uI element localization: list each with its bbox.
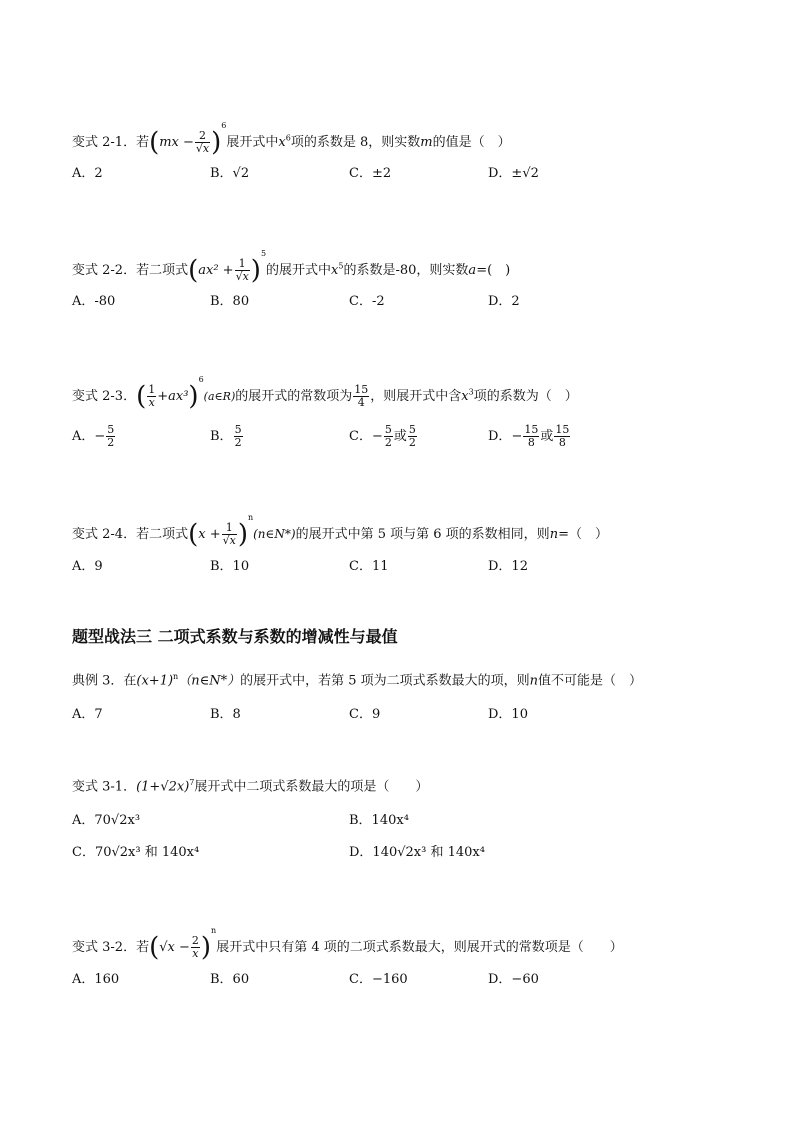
option-b[interactable]: B．80 bbox=[210, 294, 250, 309]
option-b[interactable]: B．140x⁴ bbox=[349, 813, 409, 828]
option-c[interactable]: C．11 bbox=[349, 559, 389, 574]
fraction: $\frac{1}{√x}$ bbox=[235, 257, 249, 283]
options-2-2 bbox=[72, 292, 712, 312]
question-2-2: 变式 2-2．若二项式(ax² + $\frac{1}{√x}$ )$^5$的展开式中$x^5$的系数是-80，则实数a=( ) bbox=[72, 249, 511, 286]
question-2-1: 变式 2-1．若(mx − $\frac{2}{√x}$ )$^6$展开式中$x^6$项的系数是 8，则实数m的值是（ ） bbox=[72, 121, 511, 158]
option-a[interactable]: A．160 bbox=[72, 972, 120, 987]
option-d[interactable]: D．±√2 bbox=[488, 166, 539, 181]
option-a[interactable]: A．70√2x³ bbox=[72, 813, 141, 828]
option-a[interactable]: A．− $\frac{5}{2}$ bbox=[72, 423, 115, 449]
option-a[interactable]: A．-80 bbox=[72, 294, 116, 309]
option-c[interactable]: C．− $\frac{5}{2}$ 或 $\frac{5}{2}$ bbox=[349, 423, 416, 449]
question-prefix: 变式 2-1．若 bbox=[72, 135, 150, 150]
option-d[interactable]: D．10 bbox=[488, 707, 528, 722]
options-3-2 bbox=[72, 970, 712, 990]
section-heading: 题型战法三 二项式系数与系数的增减性与最值 bbox=[72, 627, 398, 646]
options-2-4 bbox=[72, 557, 712, 577]
option-b[interactable]: B．10 bbox=[210, 559, 250, 574]
option-c[interactable]: C．-2 bbox=[349, 294, 385, 309]
option-c[interactable]: C．9 bbox=[349, 707, 381, 722]
options-ex3 bbox=[72, 705, 712, 725]
question-2-4: 变式 2-4．若二项式(x + $\frac{1}{√x}$ )$^n$(n∈N*)的展开式中第 5 项与第 6 项的系数相同，则n=（ ） bbox=[72, 513, 608, 550]
option-a[interactable]: A．7 bbox=[72, 707, 103, 722]
option-d[interactable]: D．140√2x³ 和 140x⁴ bbox=[349, 845, 485, 860]
option-d[interactable]: D．2 bbox=[488, 294, 520, 309]
question-3-1: 变式 3-1．$(1+√2x)^7$展开式中二项式系数最大的项是（ ） bbox=[72, 778, 429, 795]
question-2-3: 变式 2-3．( $\frac{1}{x}$ +ax³)$^6$(a∈R)的展开式的常数项为 $\frac{15}{4}$ ，则展开式中含$x^3$项的系数为（ ） bbox=[72, 375, 578, 412]
option-c[interactable]: C．70√2x³ 和 140x⁴ bbox=[72, 845, 200, 860]
fraction: $\frac{2}{x}$ bbox=[191, 934, 199, 960]
option-c[interactable]: C．−160 bbox=[349, 972, 408, 987]
option-a[interactable]: A．2 bbox=[72, 166, 103, 181]
option-b[interactable]: B． $\frac{5}{2}$ bbox=[210, 423, 242, 449]
options-2-3 bbox=[72, 423, 712, 449]
example-3: 典例 3．在$(x+1)^n(n\in N*)$的展开式中，若第 5 项为二项式系数最大的项，则n值不可能是（ ） bbox=[72, 672, 643, 689]
option-d[interactable]: D．−60 bbox=[488, 972, 539, 987]
fraction: $\frac{1}{√x}$ bbox=[222, 521, 236, 547]
option-a[interactable]: A．9 bbox=[72, 559, 103, 574]
option-d[interactable]: D．12 bbox=[488, 559, 528, 574]
option-b[interactable]: B．60 bbox=[210, 972, 250, 987]
option-d[interactable]: D．− $\frac{15}{8}$ 或 $\frac{15}{8}$ bbox=[488, 423, 570, 449]
fraction: $\frac{1}{x}$ bbox=[148, 383, 156, 409]
option-b[interactable]: B．8 bbox=[210, 707, 241, 722]
question-3-2: 变式 3-2．若(√x − $\frac{2}{x}$ )$^n$展开式中只有第 4 项的二项式系数最大，则展开式的常数项是（ ） bbox=[72, 926, 623, 963]
fraction: $\frac{2}{√x}$ bbox=[195, 129, 210, 155]
fraction: $\frac{15}{4}$ bbox=[354, 383, 369, 409]
option-b[interactable]: B．√2 bbox=[210, 166, 250, 181]
options-2-1 bbox=[72, 164, 712, 184]
option-c[interactable]: C．±2 bbox=[349, 166, 392, 181]
